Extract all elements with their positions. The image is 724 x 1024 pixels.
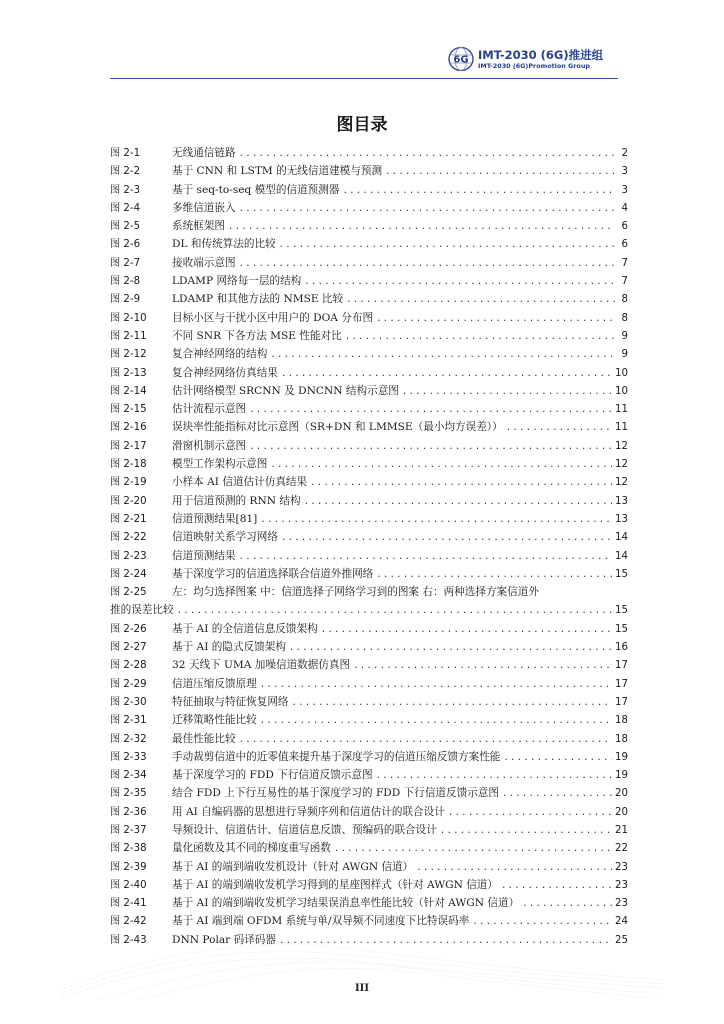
figure-number: 图 2-27 <box>110 642 147 654</box>
figure-caption: 特征抽取与特征恢复网络 <box>172 695 289 708</box>
page-ref: 15 <box>615 605 628 617</box>
toc-entry[interactable] <box>110 876 628 894</box>
figure-number: 图 2-37 <box>110 824 147 836</box>
figure-number: 图 2-22 <box>110 532 147 544</box>
toc-entry[interactable] <box>110 803 628 821</box>
figure-caption: 信道压缩反馈原理 <box>172 677 257 690</box>
figure-number: 图 2-6 <box>110 239 141 251</box>
figure-caption: 左：均匀选择图案 中：信道选择子网络学习到的图案 右：两种选择方案信道外 <box>172 586 539 599</box>
page-ref: 10 <box>615 367 628 379</box>
figure-caption: 基于 AI 端到端 OFDM 系统与单/双导频不同速度下比特误码率 <box>172 915 470 928</box>
page-ref: 18 <box>615 733 628 745</box>
figure-number: 图 2-12 <box>110 349 147 361</box>
figure-number: 图 2-33 <box>110 751 147 763</box>
toc-entry[interactable] <box>110 583 628 601</box>
toc-entry[interactable] <box>110 711 628 729</box>
toc-entry[interactable] <box>110 528 628 546</box>
figure-caption: 系统框架图 <box>172 220 225 233</box>
dot-leader <box>239 200 615 218</box>
figure-number: 图 2-39 <box>110 861 147 873</box>
dot-leader <box>228 218 615 236</box>
toc-entry[interactable] <box>110 620 628 638</box>
figure-caption-continued: 推的误差比较 <box>110 604 174 617</box>
page-ref: 18 <box>615 715 628 727</box>
page-ref: 25 <box>615 934 628 946</box>
figure-number: 图 2-7 <box>110 257 141 269</box>
figure-number: 图 2-1 <box>110 148 141 159</box>
toc-entry[interactable] <box>110 730 628 748</box>
figure-caption: 基于 AI 的端到端收发机设计（针对 AWGN 信道） <box>172 860 414 873</box>
figure-caption: 无线通信链路 <box>172 147 236 159</box>
figure-number: 图 2-14 <box>110 385 147 397</box>
figure-number: 图 2-10 <box>110 312 147 324</box>
figure-number: 图 2-25 <box>110 587 147 599</box>
page-ref: 13 <box>615 513 628 525</box>
page-ref: 17 <box>615 696 628 708</box>
toc-entry[interactable] <box>110 217 628 235</box>
figure-caption: 导频设计、信道估计、信道信息反馈、预编码的联合设计 <box>172 823 437 836</box>
toc-entry[interactable] <box>110 565 628 583</box>
figure-number: 图 2-17 <box>110 440 147 452</box>
figure-number: 图 2-24 <box>110 568 147 580</box>
figure-caption: DL 和传统算法的比较 <box>172 238 276 251</box>
toc-entry[interactable] <box>110 821 628 839</box>
page-ref: 7 <box>621 276 628 288</box>
dot-leader <box>249 438 612 456</box>
figure-number: 图 2-16 <box>110 422 147 434</box>
page-ref: 16 <box>615 642 628 654</box>
figure-number: 图 2-21 <box>110 513 147 525</box>
dot-leader <box>292 694 613 712</box>
figure-caption: 用于信道预测的 RNN 结构 <box>172 494 301 507</box>
figure-caption: 基于 AI 的隐式反馈架构 <box>172 641 286 654</box>
figure-caption: 32 天线下 UMA 加噪信道数据仿真图 <box>172 659 351 672</box>
toc-entry[interactable] <box>110 400 628 418</box>
dot-leader <box>345 328 615 346</box>
page-ref: 19 <box>615 770 628 782</box>
figure-caption: 不同 SNR 下各方法 MSE 性能对比 <box>172 329 342 342</box>
toc-entry-continuation[interactable] <box>110 601 628 619</box>
logo-subtitle: IMT-2030 (6G)Promotion Group <box>478 62 590 70</box>
figure-number: 图 2-15 <box>110 404 147 416</box>
toc-entry[interactable] <box>110 839 628 857</box>
dot-leader <box>260 712 612 730</box>
toc-entry[interactable] <box>110 473 628 491</box>
page-title: 图目录 <box>336 115 388 135</box>
figure-number: 图 2-29 <box>110 678 147 690</box>
figure-number: 图 2-34 <box>110 770 147 782</box>
toc-entry[interactable] <box>110 748 628 766</box>
toc-entry[interactable] <box>110 181 628 199</box>
figure-caption: 复合神经网络仿真结果 <box>172 366 278 379</box>
logo-mark-text: 6G <box>453 54 469 66</box>
page-ref: 21 <box>615 824 628 836</box>
figure-caption: 接收端示意图 <box>172 256 236 269</box>
toc-entry[interactable] <box>110 437 628 455</box>
dot-leader <box>503 749 612 767</box>
figure-caption: 基于 AI 的端到端收发机学习得到的星座图样式（针对 AWGN 信道） <box>172 878 498 891</box>
figure-number: 图 2-13 <box>110 367 147 379</box>
page-ref: 20 <box>615 788 628 800</box>
dot-leader <box>239 731 612 749</box>
page-ref: 9 <box>621 330 628 342</box>
toc-entry[interactable] <box>110 345 628 363</box>
figure-caption: 基于深度学习的 FDD 下行信道反馈示意图 <box>172 769 373 782</box>
figure-caption: 结合 FDD 上下行互易性的基于深度学习的 FDD 下行信道反馈示意图 <box>172 787 499 800</box>
page-ref: 23 <box>615 879 628 891</box>
logo-title: IMT-2030 (6G)推进组 <box>478 48 604 62</box>
page-ref: 17 <box>615 678 628 690</box>
figure-number: 图 2-30 <box>110 696 147 708</box>
header-rule <box>110 78 618 79</box>
page-ref: 8 <box>621 294 628 306</box>
page-ref: 3 <box>621 166 628 178</box>
toc-entry[interactable] <box>110 894 628 912</box>
dot-leader <box>506 419 612 437</box>
figure-caption: 量化函数及其不同的梯度重写函数 <box>172 842 331 855</box>
toc-entry[interactable] <box>110 144 628 162</box>
toc-entry[interactable] <box>110 235 628 253</box>
page-ref: 12 <box>615 477 628 489</box>
figure-caption: 信道预测结果[81] <box>172 512 258 525</box>
page-ref: 11 <box>615 404 628 416</box>
dot-leader <box>416 859 612 877</box>
toc-entry[interactable] <box>110 327 628 345</box>
figure-caption: LDAMP 网络每一层的结构 <box>172 275 302 288</box>
page-ref: 23 <box>615 898 628 910</box>
page-ref: 14 <box>615 550 628 562</box>
dot-leader <box>321 621 612 639</box>
toc-entry[interactable] <box>110 199 628 217</box>
toc-entry[interactable] <box>110 766 628 784</box>
dot-leader <box>260 511 612 529</box>
page-ref: 2 <box>621 148 628 159</box>
figure-caption: 迁移策略性能比较 <box>172 714 257 727</box>
figure-caption: 信道预测结果 <box>172 549 236 562</box>
dot-leader <box>334 840 612 858</box>
dot-leader <box>304 493 612 511</box>
figure-caption: 基于深度学习的信道选择联合信道外推网络 <box>172 567 374 580</box>
figure-caption: 估计流程示意图 <box>172 403 247 416</box>
figure-number: 图 2-36 <box>110 806 147 818</box>
figure-number: 图 2-41 <box>110 898 147 910</box>
toc-entry[interactable] <box>110 418 628 436</box>
page-ref: 7 <box>621 257 628 269</box>
page-number: III <box>354 983 370 994</box>
globe-6g-icon <box>448 46 474 72</box>
dot-leader <box>501 877 612 895</box>
page-ref: 19 <box>615 751 628 763</box>
toc-entry[interactable] <box>110 364 628 382</box>
page-ref: 20 <box>615 806 628 818</box>
dot-leader <box>376 566 612 584</box>
page-ref: 17 <box>615 660 628 672</box>
figure-number: 图 2-32 <box>110 733 147 745</box>
dot-leader <box>260 676 612 694</box>
toc-entry[interactable] <box>110 547 628 565</box>
figure-number: 图 2-35 <box>110 788 147 800</box>
dot-leader <box>376 767 612 785</box>
figure-number: 图 2-3 <box>110 184 141 196</box>
toc-entry[interactable] <box>110 382 628 400</box>
page-ref: 8 <box>621 312 628 324</box>
figure-number: 图 2-19 <box>110 477 147 489</box>
toc-entry[interactable] <box>110 455 628 473</box>
page-ref: 9 <box>621 349 628 361</box>
figure-caption: LDAMP 和其他方法的 NMSE 比较 <box>172 293 344 306</box>
toc-entry[interactable] <box>110 309 628 327</box>
dot-leader <box>448 804 612 822</box>
figure-number: 图 2-26 <box>110 623 147 635</box>
toc-entry[interactable] <box>110 638 628 656</box>
page-ref: 6 <box>621 221 628 233</box>
dot-leader <box>376 310 615 328</box>
dot-leader <box>281 365 612 383</box>
dot-leader <box>522 895 612 913</box>
dot-leader <box>239 145 615 163</box>
dot-leader <box>402 383 612 401</box>
toc-entry[interactable] <box>110 858 628 876</box>
page-ref: 23 <box>615 861 628 873</box>
toc-entry[interactable] <box>110 693 628 711</box>
figure-caption: 信道映射关系学习网络 <box>172 531 278 544</box>
toc-entry[interactable] <box>110 784 628 802</box>
dot-leader <box>270 346 615 364</box>
figure-number: 图 2-23 <box>110 550 147 562</box>
figure-number: 图 2-8 <box>110 276 141 288</box>
figure-number: 图 2-42 <box>110 916 147 928</box>
dot-leader <box>239 548 612 566</box>
figure-number: 图 2-2 <box>110 166 141 178</box>
org-logo <box>448 46 618 74</box>
figure-number: 图 2-18 <box>110 459 147 471</box>
figure-caption: 用 AI 自编码器的思想进行导频序列和信道估计的联合设计 <box>172 805 445 818</box>
figure-caption: 目标小区与干扰小区中用户的 DOA 分布图 <box>172 311 374 324</box>
figure-caption: 估计网络模型 SRCNN 及 DNCNN 结构示意图 <box>172 384 399 397</box>
dot-leader <box>304 273 615 291</box>
figure-caption: 手动裁剪信道中的近零值来提升基于深度学习的信道压缩反馈方案性能 <box>172 750 501 763</box>
figure-number: 图 2-5 <box>110 221 141 233</box>
figure-list <box>110 144 628 949</box>
dot-leader <box>385 163 615 181</box>
figure-caption: DNN Polar 码译码器 <box>172 933 276 946</box>
figure-caption: 滑窗机制示意图 <box>172 439 247 452</box>
figure-number: 图 2-9 <box>110 294 141 306</box>
figure-number: 图 2-20 <box>110 495 147 507</box>
figure-caption: 小样本 AI 信道估计仿真结果 <box>172 476 308 489</box>
figure-number: 图 2-40 <box>110 879 147 891</box>
figure-caption: 基于 seq-to-seq 模型的信道预测器 <box>172 183 340 196</box>
figure-caption: 基于 CNN 和 LSTM 的无线信道建模与预测 <box>172 165 383 178</box>
dot-leader <box>239 255 615 273</box>
dot-leader <box>279 236 615 254</box>
toc-entry[interactable] <box>110 492 628 510</box>
figure-number: 图 2-4 <box>110 202 141 214</box>
dot-leader <box>440 822 612 840</box>
figure-number: 图 2-38 <box>110 843 147 855</box>
dot-leader <box>289 639 612 657</box>
figure-caption: 误块率性能指标对比示意图（SR+DN 和 LMMSE（最小均方误差）） <box>172 421 503 434</box>
dot-leader <box>177 602 612 620</box>
page-ref: 3 <box>621 184 628 196</box>
dot-leader <box>249 401 612 419</box>
dot-leader <box>502 785 612 803</box>
dot-leader <box>353 657 612 675</box>
figure-number: 图 2-31 <box>110 715 147 727</box>
toc-entry[interactable] <box>110 254 628 272</box>
page-ref: 10 <box>615 385 628 397</box>
page-ref: 6 <box>621 239 628 251</box>
dot-leader <box>342 182 615 200</box>
page-ref: 15 <box>615 623 628 635</box>
figure-caption: 复合神经网络的结构 <box>172 348 268 361</box>
toc-entry[interactable] <box>110 656 628 674</box>
dot-leader <box>281 529 612 547</box>
page-ref: 12 <box>615 440 628 452</box>
page-ref: 14 <box>615 532 628 544</box>
figure-caption: 基于 AI 的端到端收发机学习结果误消息率性能比较（针对 AWGN 信道） <box>172 897 520 910</box>
dot-leader <box>346 291 615 309</box>
figure-number: 图 2-28 <box>110 660 147 672</box>
figure-number: 图 2-11 <box>110 330 147 342</box>
page-ref: 4 <box>621 202 628 214</box>
figure-number: 图 2-43 <box>110 934 147 946</box>
page-ref: 22 <box>615 843 628 855</box>
page-ref: 13 <box>615 495 628 507</box>
page-ref: 24 <box>615 916 628 928</box>
page-ref: 12 <box>615 459 628 471</box>
figure-caption: 基于 AI 的全信道信息反馈架构 <box>172 622 318 635</box>
toc-entry[interactable] <box>110 162 628 180</box>
figure-caption: 模型工作架构示意图 <box>172 458 268 471</box>
toc-entry[interactable] <box>110 290 628 308</box>
dot-leader <box>310 474 612 492</box>
figure-caption: 最佳性能比较 <box>172 732 236 745</box>
toc-entry[interactable] <box>110 272 628 290</box>
toc-entry[interactable] <box>110 510 628 528</box>
page-ref: 15 <box>615 568 628 580</box>
toc-entry[interactable] <box>110 675 628 693</box>
dot-leader <box>270 456 612 474</box>
page-ref: 11 <box>615 422 628 434</box>
figure-caption: 多维信道嵌入 <box>172 201 236 214</box>
